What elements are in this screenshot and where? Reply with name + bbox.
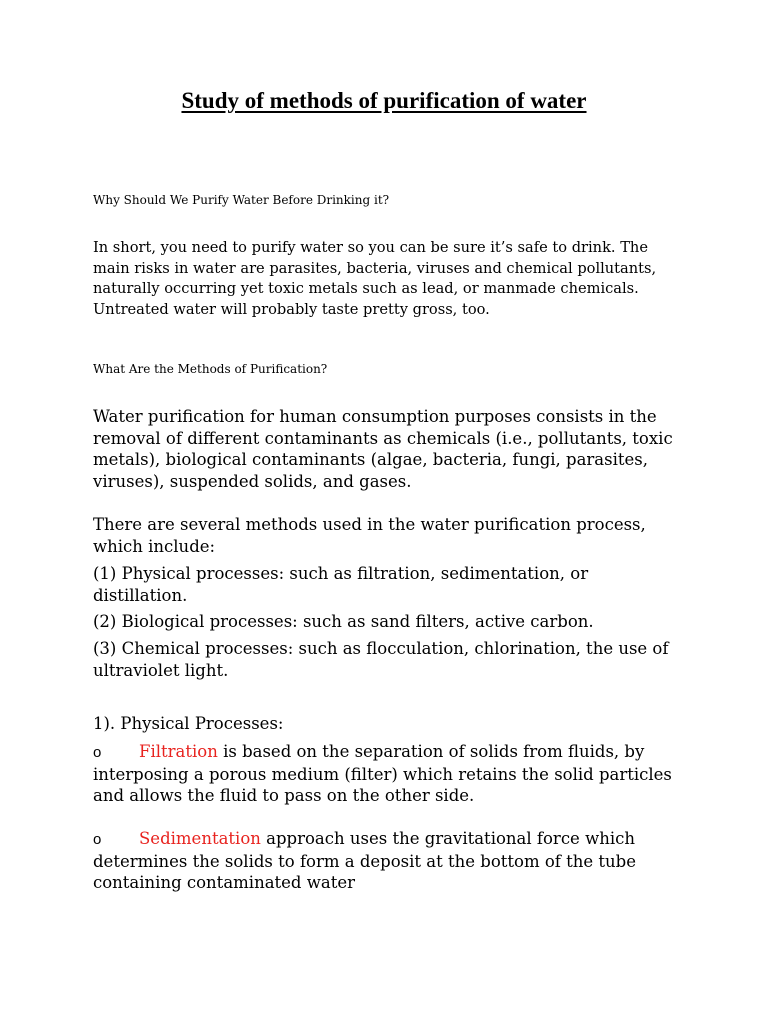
section-heading-why-purify: Why Should We Purify Water Before Drinking it? (93, 193, 390, 207)
term-sedimentation: Sedimentation (139, 829, 261, 848)
list-item-biological: (2) Biological processes: such as sand filters, active carbon. (93, 612, 594, 631)
paragraph-methods-intro: There are several methods used in the water purification process, which include: (93, 515, 646, 556)
section-heading-methods: What Are the Methods of Purification? (93, 362, 328, 376)
term-filtration: Filtration (139, 742, 218, 761)
bullet-sedimentation (93, 828, 683, 894)
list-item-physical: (1) Physical processes: such as filtration, sedimentation, or distillation. (93, 564, 589, 605)
bullet-marker: o (93, 831, 102, 848)
list-item-chemical: (3) Chemical processes: such as flocculation, chlorination, the use of ultraviolet light. (93, 639, 669, 680)
page-title: Study of methods of purification of water (181, 88, 587, 113)
paragraph-purification-definition: Water purification for human consumption purposes consists in the removal of different contaminants as chemicals (i.e., pollutants, toxic metals), biological contaminants (algae, bacteria, fungi, parasites, viruses), suspended solids, and gases. (93, 407, 673, 491)
subheading-physical-processes: 1). Physical Processes: (93, 714, 284, 733)
bullet-filtration (93, 741, 683, 807)
bullet-marker: o (93, 744, 102, 761)
paragraph-why-purify: In short, you need to purify water so you can be sure it’s safe to drink. The main risks in water are parasites, bacteria, viruses and chemical pollutants, naturally occurring yet toxic metals such as lead, or manmade chemicals. Untreated water will probably taste pretty gross, too. (93, 239, 657, 318)
sedimentation-description: approach uses the gravitational force which determines the solids to form a deposit at the bottom of the tube containing contaminated water (93, 829, 636, 892)
filtration-description: is based on the separation of solids from fluids, by interposing a porous medium (filter) which retains the solid particles and allows the fluid to pass on the other side. (93, 742, 672, 805)
